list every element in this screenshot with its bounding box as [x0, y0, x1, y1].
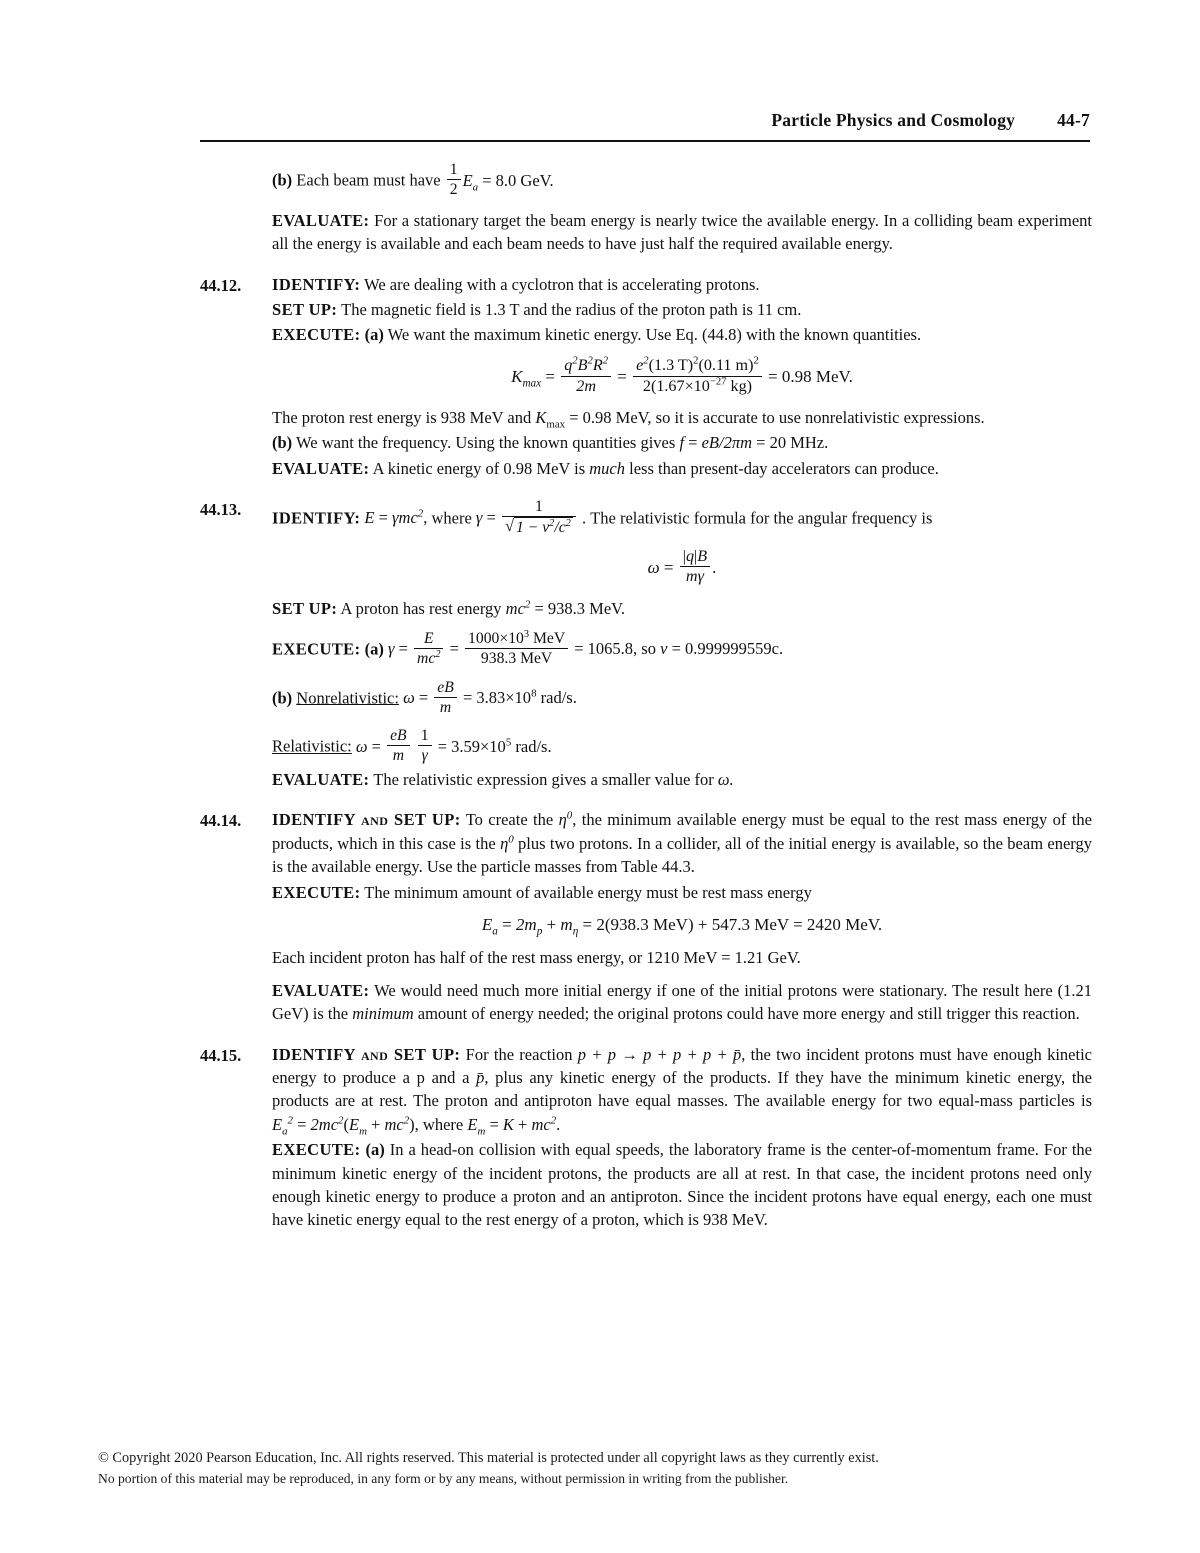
intro-part-b-label: (b) — [272, 170, 293, 190]
equation-kmax: $K_{max}$ = $\frac{q^2B^2R^2}{2m}$ = $\frac{e^2(1.3 T)^2(0.11 m)^2}{2(1.67\times 10^{-27} kg)}$ = 0.98 MeV. — [511, 355, 853, 395]
page-header — [200, 110, 1090, 131]
problem-44-14 — [200, 808, 1092, 1027]
header-title: Particle Physics and Cosmology — [771, 110, 1016, 130]
setup-label: SET UP: — [272, 598, 338, 618]
part-b-relativistic — [272, 726, 1092, 766]
relativistic-word: Relativistic: — [272, 736, 352, 756]
execute-line — [272, 881, 1092, 904]
copyright-line-1: © Copyright 2020 Pearson Education, Inc. All rights reserved. This material is protected under all copyright laws as they currently exist. — [98, 1450, 879, 1466]
identify-label: IDENTIFY: — [272, 274, 361, 294]
evaluate-label: EVALUATE: — [272, 980, 370, 1000]
intro-evaluate-label: EVALUATE: — [272, 210, 370, 230]
equation-ea: $E_a = 2m_p + m_\eta = 2(938.3$ MeV) + 547.3 MeV = 2420 MeV. — [481, 915, 883, 938]
execute-line — [272, 629, 1092, 669]
after-text: Each incident proton has half of the rest mass energy, or 1210 MeV = 1.21 GeV. — [272, 948, 801, 968]
after-text-1: The proton rest energy is 938 MeV and $K_{max} = 0.98$ MeV, so it is accurate to use nonrelativistic expressions. — [272, 407, 985, 430]
page-content — [200, 160, 1092, 1236]
copyright-footer — [98, 1448, 1108, 1488]
header-page-number: 44-7 — [1057, 110, 1090, 130]
nonrelativistic-word: Nonrelativistic: — [296, 688, 399, 708]
problem-44-12 — [200, 273, 1092, 482]
part-b-nonrelativistic — [272, 678, 1092, 718]
nonrelativistic-math: ω = $\frac{eB}{m}$ = $3.83\times 10^8$ rad/s. — [403, 678, 577, 716]
problem-number: 44.15. — [200, 1045, 242, 1065]
execute-text: We want the maximum kinetic energy. Use Eq. (44.8) with the known quantities. — [387, 325, 922, 345]
intro-part-b-math: $\frac{1}{2}$ $E_a = 8.0$ GeV. — [445, 171, 554, 190]
execute-label: EXECUTE: — [272, 1140, 361, 1160]
problem-44-15 — [200, 1043, 1092, 1234]
execute-part-label: (a) — [364, 639, 384, 659]
problem-44-13 — [200, 497, 1092, 793]
execute-part-label: (a) — [364, 325, 384, 345]
relativistic-math: ω = $\frac{eB}{m}$ $\frac{1}{\gamma}$ = $3.59\times 10^5$ rad/s. — [355, 727, 552, 765]
intro-evaluate — [272, 209, 1092, 256]
evaluate-label: EVALUATE: — [272, 458, 370, 478]
identify-setup-label: IDENTIFY and SET UP: — [272, 1044, 461, 1064]
evaluate-line: EVALUATE: The relativistic expression gives a smaller value for ω. — [272, 770, 734, 790]
execute-line — [272, 323, 1092, 346]
setup-line: SET UP: A proton has rest energy $mc^2 = 938.3$ MeV. — [272, 598, 626, 618]
execute-label: EXECUTE: — [272, 639, 361, 659]
identify-label: IDENTIFY: — [272, 508, 361, 528]
setup-text: The magnetic field is 1.3 T and the radius of the proton path is 11 cm. — [341, 299, 802, 319]
after-text-2: (b) We want the frequency. Using the known quantities gives f = eB/2πm = 20 MHz. — [272, 433, 829, 453]
evaluate-line: EVALUATE: We would need much more initial energy if one of the initial protons were stationary. The result here (1.21 GeV) is the minimum amount of energy needed; the original protons could have more energy and still trigger this reaction. — [272, 980, 1092, 1024]
identify-math-gamma: γ = 1 √ $1 - v^2/c^2$ — [476, 508, 582, 527]
identify-setup-line: IDENTIFY and SET UP: For the reaction p + p → p + p + p + p̄, the two incident protons must have enough kinetic energy to produce a p and a p̄, plus any kinetic energy of the products. If they have the minimum kinetic energy, the products are at rest. The proton and antiproton have equal masses. The available energy for two equal-mass particles is $E_a^2 = 2mc^2(E_m + mc^2)$, where $E_m = K + mc^2$. — [272, 1044, 1093, 1138]
execute-line — [272, 1138, 1092, 1232]
intro-number-spacer — [200, 160, 272, 161]
evaluate-line: EVALUATE: A kinetic energy of 0.98 MeV is much less than present-day accelerators can produce. — [272, 458, 939, 478]
identify-line: IDENTIFY: E = γmc$^2$, where γ = 1 √ $1 - v^2/c^2$ . The relativistic formula for the angular frequency is — [272, 497, 1092, 538]
setup-label: SET UP: — [272, 299, 338, 319]
execute-math-gamma: γ = $\frac{E}{mc^2}$ = $\frac{1000\times 10^3 MeV}{\text{938.3 MeV}}$ = 1065.8, so v = 0.999999559c. — [387, 628, 784, 668]
identify-math-1: E = γmc$^2$, — [364, 507, 428, 528]
problem-number: 44.14. — [200, 811, 242, 831]
evaluate-label: EVALUATE: — [272, 770, 370, 790]
equation-omega: ω = $\frac{|q|B}{m\gamma}$ . — [647, 547, 717, 586]
intro-evaluate-text: For a stationary target the beam energy is nearly twice the available energy. In a colliding beam experiment all the energy is available and each beam needs to have just half the required available energy. — [272, 210, 1093, 254]
execute-text: The minimum amount of available energy must be rest mass energy — [364, 882, 812, 902]
intro-block — [200, 160, 1092, 258]
identify-setup-label: IDENTIFY and SET UP: — [272, 810, 461, 830]
identify-setup-line: IDENTIFY and SET UP: To create the $\eta^0$, the minimum available energy must be equal to the rest mass energy of the products, which in this case is the $\eta^0$ plus two protons. In a collider, all of the initial energy is available, so the beam energy is the available energy. Use the particle masses from Table 44.3. — [272, 809, 1092, 877]
problem-number: 44.12. — [200, 275, 242, 295]
header-divider — [200, 140, 1090, 142]
intro-part-b — [272, 160, 1092, 200]
copyright-line-2: No portion of this material may be reproduced, in any form or by any means, without permission in writing from the publisher. — [98, 1470, 789, 1486]
identify-line — [272, 273, 1092, 296]
execute-label: EXECUTE: — [272, 325, 361, 345]
execute-part-label: (a) — [365, 1140, 385, 1160]
setup-line — [272, 298, 1092, 321]
identify-text: We are dealing with a cyclotron that is accelerating protons. — [364, 274, 760, 294]
execute-label: EXECUTE: — [272, 882, 361, 902]
intro-part-b-text: Each beam must have — [296, 170, 441, 190]
part-b-label: (b) — [272, 688, 293, 708]
problem-number: 44.13. — [200, 499, 242, 519]
execute-text: In a head-on collision with equal speeds, the laboratory frame is the center-of-momentum frame. For the minimum kinetic energy of the incident protons, the products are all at rest. In that case, the incident protons need only enough kinetic energy to produce a proton and an antiproton. Since the incident protons have equal energy, each one must have kinetic energy equal to the rest energy of a proton, which is 938 MeV. — [272, 1140, 1093, 1230]
